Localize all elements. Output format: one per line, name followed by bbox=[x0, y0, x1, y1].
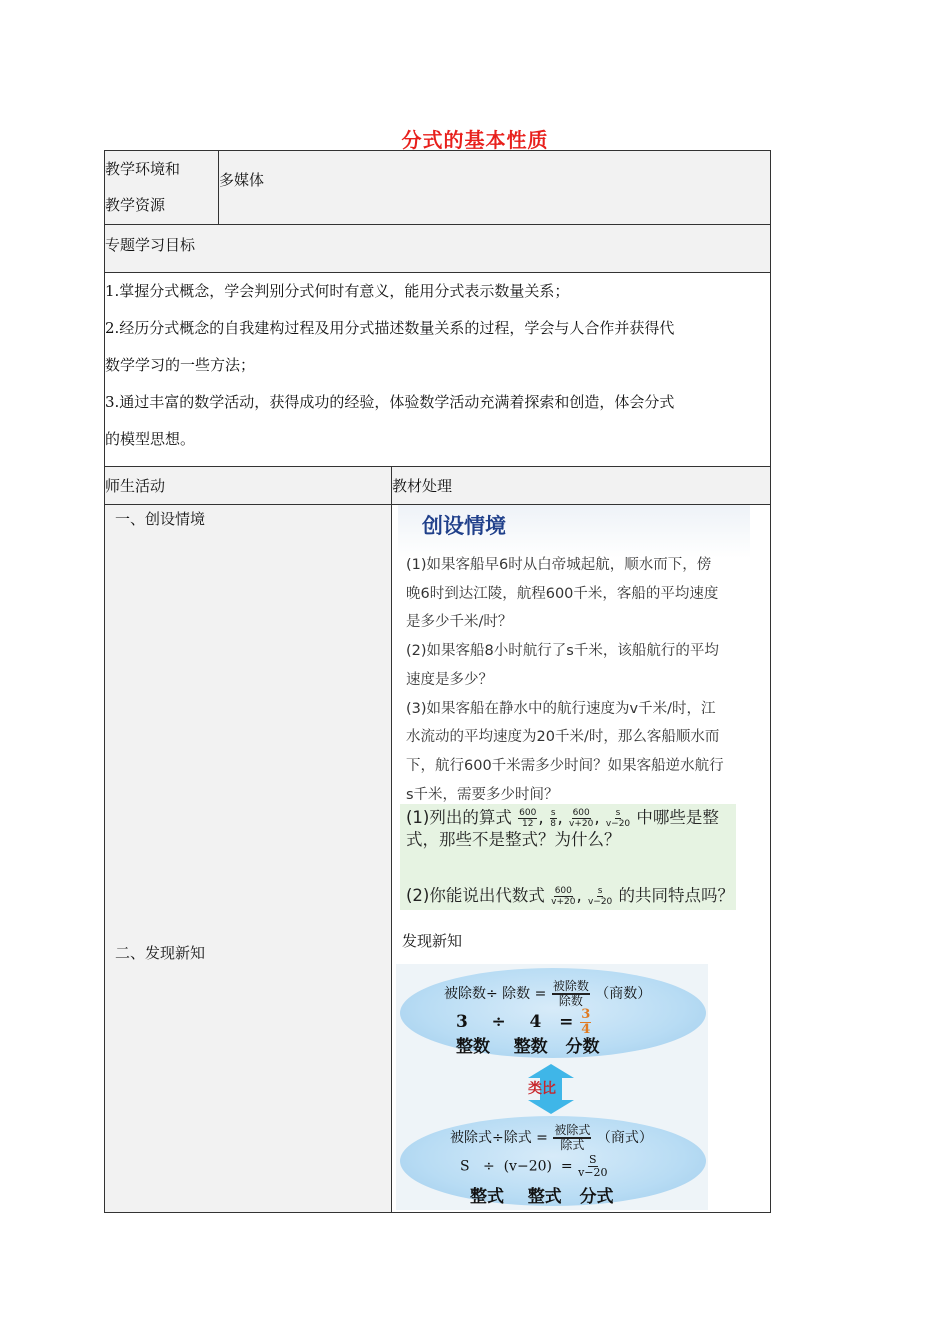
objective-item: 1.掌握分式概念，学会判别分式何时有意义，能用分式表示数量关系； bbox=[105, 282, 570, 300]
scenario-slide-title: 创设情境 bbox=[422, 514, 506, 538]
fraction: $\frac{s}{v-20}$ bbox=[605, 808, 631, 829]
env-label-line2: 教学资源 bbox=[105, 196, 166, 214]
fraction: $\frac{600}{v+20}$ bbox=[551, 886, 576, 907]
scenario-line: (3)如果客船在静水中的航行速度为v千米/时，江 bbox=[406, 700, 716, 717]
scenario-line: 是多少千米/时？ bbox=[406, 614, 513, 631]
scenario-line: (2)如果客船8小时航行了s千米，该船航行的平均 bbox=[406, 643, 719, 660]
question-two-prefix: (2)你能说出代数式 bbox=[406, 886, 545, 905]
fraction: $\frac{600}{v+20}$ bbox=[569, 808, 594, 829]
objectives-heading-row bbox=[105, 225, 771, 273]
fraction: $\frac{S}{v-20}$ bbox=[578, 1153, 608, 1179]
activity-left-cell bbox=[105, 505, 392, 1213]
env-label-line1: 教学环境和 bbox=[105, 160, 181, 178]
env-row bbox=[105, 151, 771, 225]
scenario-line: 下，航行600千米需多少时间？如果客船逆水航行 bbox=[406, 757, 724, 774]
page-title: 分式的基本性质 bbox=[401, 128, 549, 152]
question-one: (1)列出的算式 $\frac{600}{12}$ , $\frac{s}{8}$ , $\frac{600}{v+20}$ , $\frac{s}{v-20}$ 中哪些是整 bbox=[406, 808, 719, 829]
objective-item: 数学学习的一些方法； bbox=[105, 356, 256, 374]
fraction: $\frac{s}{v-20}$ bbox=[587, 886, 613, 907]
column-header-row bbox=[105, 467, 771, 505]
question-two-suffix: 的共同特点吗？ bbox=[618, 886, 735, 905]
question-one-prefix: (1)列出的算式 bbox=[406, 808, 512, 827]
questions-slide bbox=[400, 804, 736, 910]
column-header-right-text: 教材处理 bbox=[392, 477, 453, 495]
scenario-slide bbox=[398, 505, 750, 803]
scenario-line: 水流动的平均速度为20千米/时，那么客船顺水而 bbox=[406, 729, 720, 746]
env-value: 多媒体 bbox=[219, 171, 265, 189]
expressions-ellipse bbox=[400, 1116, 706, 1206]
objectives-heading-cell bbox=[105, 225, 771, 273]
objectives-cell bbox=[105, 273, 771, 467]
objective-item: 2.经历分式概念的自我建构过程及用分式描述数量关系的过程，学会与人合作并获得代 bbox=[105, 319, 675, 337]
objective-item: 3.通过丰富的数学活动，获得成功的经验，体验数学活动充满着探索和创造，体会分式 bbox=[105, 393, 675, 411]
scenario-line: s千米，需要多少时间？ bbox=[406, 786, 559, 803]
fraction: $\frac{\text{被除数}}{\text{除数}}$ bbox=[552, 979, 589, 1008]
numbers-ellipse bbox=[400, 968, 706, 1058]
question-one-suffix: 中哪些是整 bbox=[636, 808, 719, 827]
scenario-line: 速度是多少？ bbox=[406, 671, 493, 688]
question-two: (2)你能说出代数式 $\frac{600}{v+20}$ , $\frac{s}{v-20}$ 的共同特点吗？ bbox=[406, 886, 735, 907]
scenario-slide-text bbox=[406, 551, 746, 809]
section-two-label: 二、发现新知 bbox=[115, 944, 206, 962]
section-one-label: 一、创设情境 bbox=[115, 510, 206, 528]
analogy-label: 类比 bbox=[528, 1081, 556, 1097]
fraction: $\frac{600}{12}$ bbox=[519, 808, 537, 829]
objectives-row bbox=[105, 273, 771, 467]
discover-label: 发现新知 bbox=[402, 932, 463, 950]
column-header-right bbox=[392, 467, 771, 505]
objective-item: 的模型思想。 bbox=[105, 430, 196, 448]
fraction: $\frac{3}{4}$ bbox=[581, 1007, 591, 1037]
objectives-heading: 专题学习目标 bbox=[105, 236, 196, 254]
fraction: $\frac{s}{8}$ bbox=[550, 808, 557, 829]
fraction: $\frac{\text{被除式}}{\text{除式}}$ bbox=[554, 1123, 591, 1152]
env-value-cell bbox=[219, 151, 771, 225]
expressions-example: S ÷ (v−20) = $\frac{S}{v-20}$ bbox=[460, 1153, 608, 1179]
numbers-expression: 被除数÷ 除数 = $\frac{\text{被除数}}{\text{除数}}$ （商数） bbox=[444, 979, 652, 1008]
numbers-example: 3 ÷ 4 = $\frac{3}{4}$ bbox=[456, 1007, 591, 1037]
question-one-line2: 式，那些不是整式？为什么？ bbox=[406, 830, 621, 849]
analogy-diagram bbox=[396, 964, 708, 1210]
scenario-line: (1)如果客船早6时从白帝城起航，顺水而下，傍 bbox=[406, 557, 712, 573]
column-header-left-text: 师生活动 bbox=[105, 477, 166, 495]
expressions-expression: 被除式÷除式 = $\frac{\text{被除式}}{\text{除式}}$ （商式） bbox=[450, 1123, 653, 1152]
expressions-types: 整式 整式 分式 bbox=[470, 1187, 614, 1207]
column-header-left bbox=[105, 467, 392, 505]
numbers-types: 整数 整数 分数 bbox=[456, 1037, 600, 1057]
scenario-line: 晚6时到达江陵，航程600千米，客船的平均速度 bbox=[406, 585, 719, 602]
env-label-cell bbox=[105, 151, 219, 225]
